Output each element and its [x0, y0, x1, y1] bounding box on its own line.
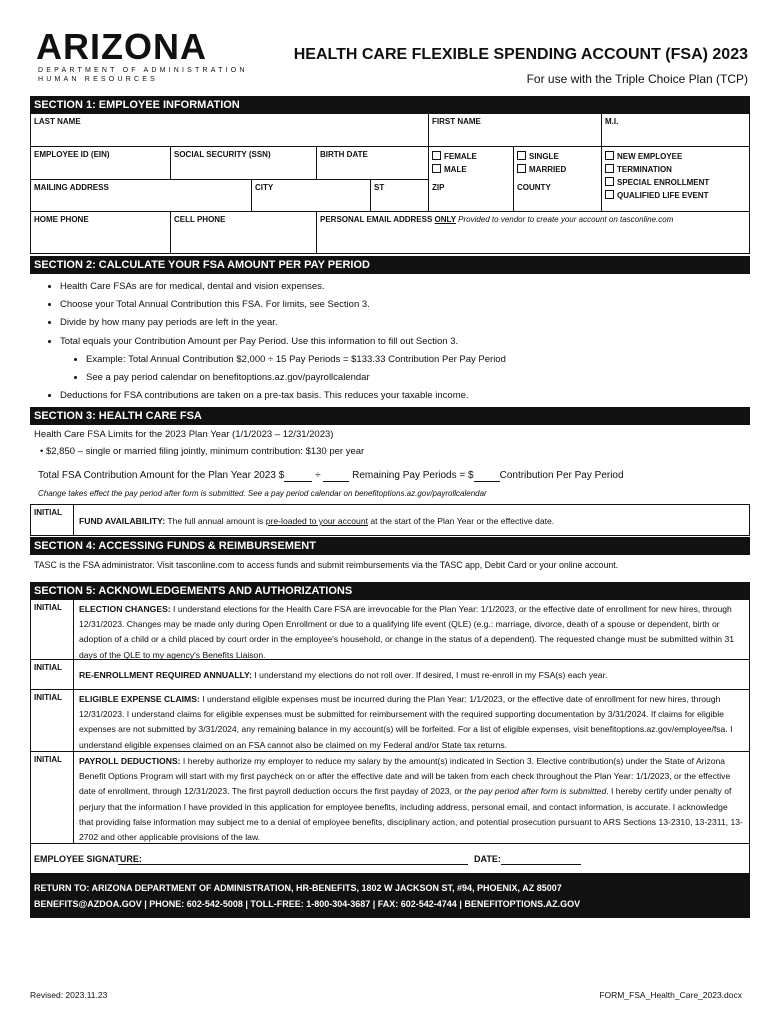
zip-field[interactable]: ZIP	[429, 180, 514, 212]
married-checkbox[interactable]: MARRIED	[517, 163, 598, 176]
election-changes-ack: INITIAL ELECTION CHANGES: I understand elections for the Health Care FSA are irrevocable for the Plan Year: 1/1/2023, or the effective date of enrollment for new hires, through 12/31/2023. Changes may be made only during Open Enrollment or due to a qualifying life event (QLE) (e.g.: marriage, divorce, death of a spouse or dependent, birth or adoption of a child or a child placed by court order in the employee's household, or change in the status of a dependent). The requested change must be submitted within 31 days of the QLE to my agency's Benefits Liaison.	[30, 600, 750, 660]
status-options	[602, 147, 749, 212]
personal-email-field[interactable]: PERSONAL EMAIL ADDRESS ONLY Provided to vendor to create your account on tasconline.com	[320, 215, 674, 224]
female-checkbox[interactable]: FEMALE	[432, 150, 510, 163]
male-checkbox[interactable]: MALE	[432, 163, 510, 176]
initial-box[interactable]: INITIAL	[31, 505, 74, 535]
signature-row: EMPLOYEE SIGNATURE: DATE:	[30, 844, 750, 874]
marital-options	[514, 147, 602, 180]
employee-info-grid	[30, 114, 750, 254]
date-line[interactable]	[501, 864, 581, 865]
city-field[interactable]: CITY	[252, 180, 371, 212]
list-item: • Choose your Total Annual Contribution this FSA. For limits, see Section 3.	[60, 296, 734, 314]
list-item: • Divide by how many pay periods are left in the year.	[60, 314, 734, 332]
county-field[interactable]: COUNTY	[514, 180, 602, 212]
last-name-field[interactable]: LAST NAME	[31, 114, 429, 147]
list-item: • See a pay period calendar on benefitoptions.az.gov/payrollcalendar	[86, 369, 734, 387]
initial-box[interactable]: INITIAL	[31, 660, 74, 689]
employee-id-field[interactable]: EMPLOYEE ID (EIN)	[31, 147, 171, 180]
mi-field[interactable]: M.I.	[602, 114, 749, 147]
agency-logo-subtitle: DEPARTMENT OF ADMINISTRATION HUMAN RESOURCES	[38, 67, 248, 83]
state-field[interactable]: ST	[371, 180, 429, 212]
annual-amount-input[interactable]	[284, 470, 312, 482]
new-employee-checkbox[interactable]: NEW EMPLOYEE	[605, 150, 746, 163]
return-info: RETURN TO: ARIZONA DEPARTMENT OF ADMINISTRATION, HR-BENEFITS, 1802 W JACKSON ST, #94, PHOENIX, AZ 85007 BENEFITS@AZDOA.GOV | PHONE: 602-542-5008 | TOLL-FREE: 1-800-304-3687 | FAX: 602-542-4744 | BENEFITOPTIONS.AZ.GOV	[30, 874, 750, 918]
section3-header: SECTION 3: HEALTH CARE FSA	[30, 407, 750, 425]
section4-header: SECTION 4: ACCESSING FUNDS & REIMBURSEMENT	[30, 537, 750, 555]
form-filename: FORM_FSA_Health_Care_2023.docx	[599, 990, 742, 1000]
eligible-expense-ack: INITIAL ELIGIBLE EXPENSE CLAIMS: I understand eligible expenses must be incurred during the Plan Year: 1/1/2023, or the effective date of enrollment for new hires, through 12/31/2023. I understand claims for eligible expenses must be submitted for reimbursement with the required supporting documentation by 3/31/2024. If claims for eligible expenses are not submitted by 3/31/2024, any remaining balance in my account(s) will be forfeited. For a list of eligible expenses, visit benefitoptions.az.gov/employee/fsa. I understand eligible expenses claimed on an FSA cannot also be claimed on my Federal and/or State tax returns.	[30, 690, 750, 752]
initial-box[interactable]: INITIAL	[31, 752, 74, 843]
qualified-life-event-checkbox[interactable]: QUALIFIED LIFE EVENT	[605, 189, 746, 202]
mailing-address-field[interactable]: MAILING ADDRESS	[31, 180, 252, 212]
list-item: • Example: Total Annual Contribution $2,000 ÷ 15 Pay Periods = $133.33 Contribution Per Pay Period	[86, 351, 734, 369]
per-period-input[interactable]	[474, 470, 500, 482]
tasc-info: TASC is the FSA administrator. Visit tasconline.com to access funds and submit reimbursements via the TASC app, Debit Card or your online account.	[34, 560, 619, 570]
initial-box[interactable]: INITIAL	[31, 690, 74, 751]
special-enrollment-checkbox[interactable]: SPECIAL ENROLLMENT	[605, 176, 746, 189]
cell-phone-field[interactable]: CELL PHONE	[171, 212, 317, 254]
revised-date: Revised: 2023.11.23	[30, 990, 108, 1000]
initial-box[interactable]: INITIAL	[31, 600, 74, 659]
ssn-field[interactable]: SOCIAL SECURITY (SSN)	[171, 147, 317, 180]
single-checkbox[interactable]: SINGLE	[517, 150, 598, 163]
re-enrollment-ack: INITIAL RE-ENROLLMENT REQUIRED ANNUALLY: I understand my elections do not roll over. If desired, I must re-enroll in my FSA(s) each year.	[30, 660, 750, 690]
form-title: HEALTH CARE FLEXIBLE SPENDING ACCOUNT (FSA) 2023	[293, 46, 748, 63]
pay-periods-input[interactable]	[323, 470, 349, 482]
form-subtitle: For use with the Triple Choice Plan (TCP)	[526, 72, 748, 86]
fund-availability-ack: INITIAL FUND AVAILABILITY: The full annual amount is pre-loaded to your account at the start of the Plan Year or the effective date.	[30, 504, 750, 536]
list-item: • Deductions for FSA contributions are taken on a pre-tax basis. This reduces your taxable income.	[60, 387, 734, 405]
birth-date-field[interactable]: BIRTH DATE	[317, 147, 429, 180]
agency-logo-text: ARIZONA	[36, 26, 207, 67]
gender-options	[429, 147, 514, 180]
first-name-field[interactable]: FIRST NAME	[429, 114, 602, 147]
section1-header: SECTION 1: EMPLOYEE INFORMATION	[30, 96, 750, 114]
list-item: • Total equals your Contribution Amount per Pay Period. Use this information to fill out Section 3. • Example: Total Annual Contribution $2,000 ÷ 15 Pay Periods = $133.33 Contribution Per Pay Period • See a pay period calendar on benefitoptions.az.gov/payrollcalendar	[60, 333, 734, 388]
fsa-limits-heading: Health Care FSA Limits for the 2023 Plan Year (1/1/2023 – 12/31/2023)	[34, 429, 334, 440]
payroll-deductions-ack: INITIAL PAYROLL DEDUCTIONS: I hereby authorize my employer to reduce my salary by the amount(s) indicated in Section 3. Elective contribution(s) under the State of Arizona Benefit Options Program will start with my first paycheck on or after the effective date and will be taken from each check throughout the Plan Year: 1/1/2023, or the effective date of enrollment, through 12/31/2023. The first payroll deduction occurs the first payday of 2023, or the pay period after form is submitted. I hereby certify under penalty of perjury that the information I have provided in this application for employee benefits, including address, personal email, and contact information, is accurate. I acknowledge that providing false information may subject me to a denial of employee benefits, disciplinary action, and potential prosecution pursuant to ARS Sections 13-2310, 13-2311, 13-2702 and other applicable provisions of the law.	[30, 752, 750, 844]
list-item: • Health Care FSAs are for medical, dental and vision expenses.	[60, 278, 734, 296]
fsa-limit-item: • $2,850 – single or married filing jointly, minimum contribution: $130 per year	[40, 446, 365, 457]
employee-signature-line[interactable]	[118, 864, 468, 865]
termination-checkbox[interactable]: TERMINATION	[605, 163, 746, 176]
section2-header: SECTION 2: CALCULATE YOUR FSA AMOUNT PER PAY PERIOD	[30, 256, 750, 274]
home-phone-field[interactable]: HOME PHONE	[31, 212, 171, 254]
section2-instructions	[34, 278, 734, 405]
section5-header: SECTION 5: ACKNOWLEDGEMENTS AND AUTHORIZATIONS	[30, 582, 750, 600]
contribution-calculation: Total FSA Contribution Amount for the Plan Year 2023 $ ÷ Remaining Pay Periods = $ Contribution Per Pay Period	[38, 470, 624, 481]
change-effective-note: Change takes effect the pay period after form is submitted. See a pay period calendar on benefitoptions.az.gov/payrollcalendar	[38, 489, 487, 498]
